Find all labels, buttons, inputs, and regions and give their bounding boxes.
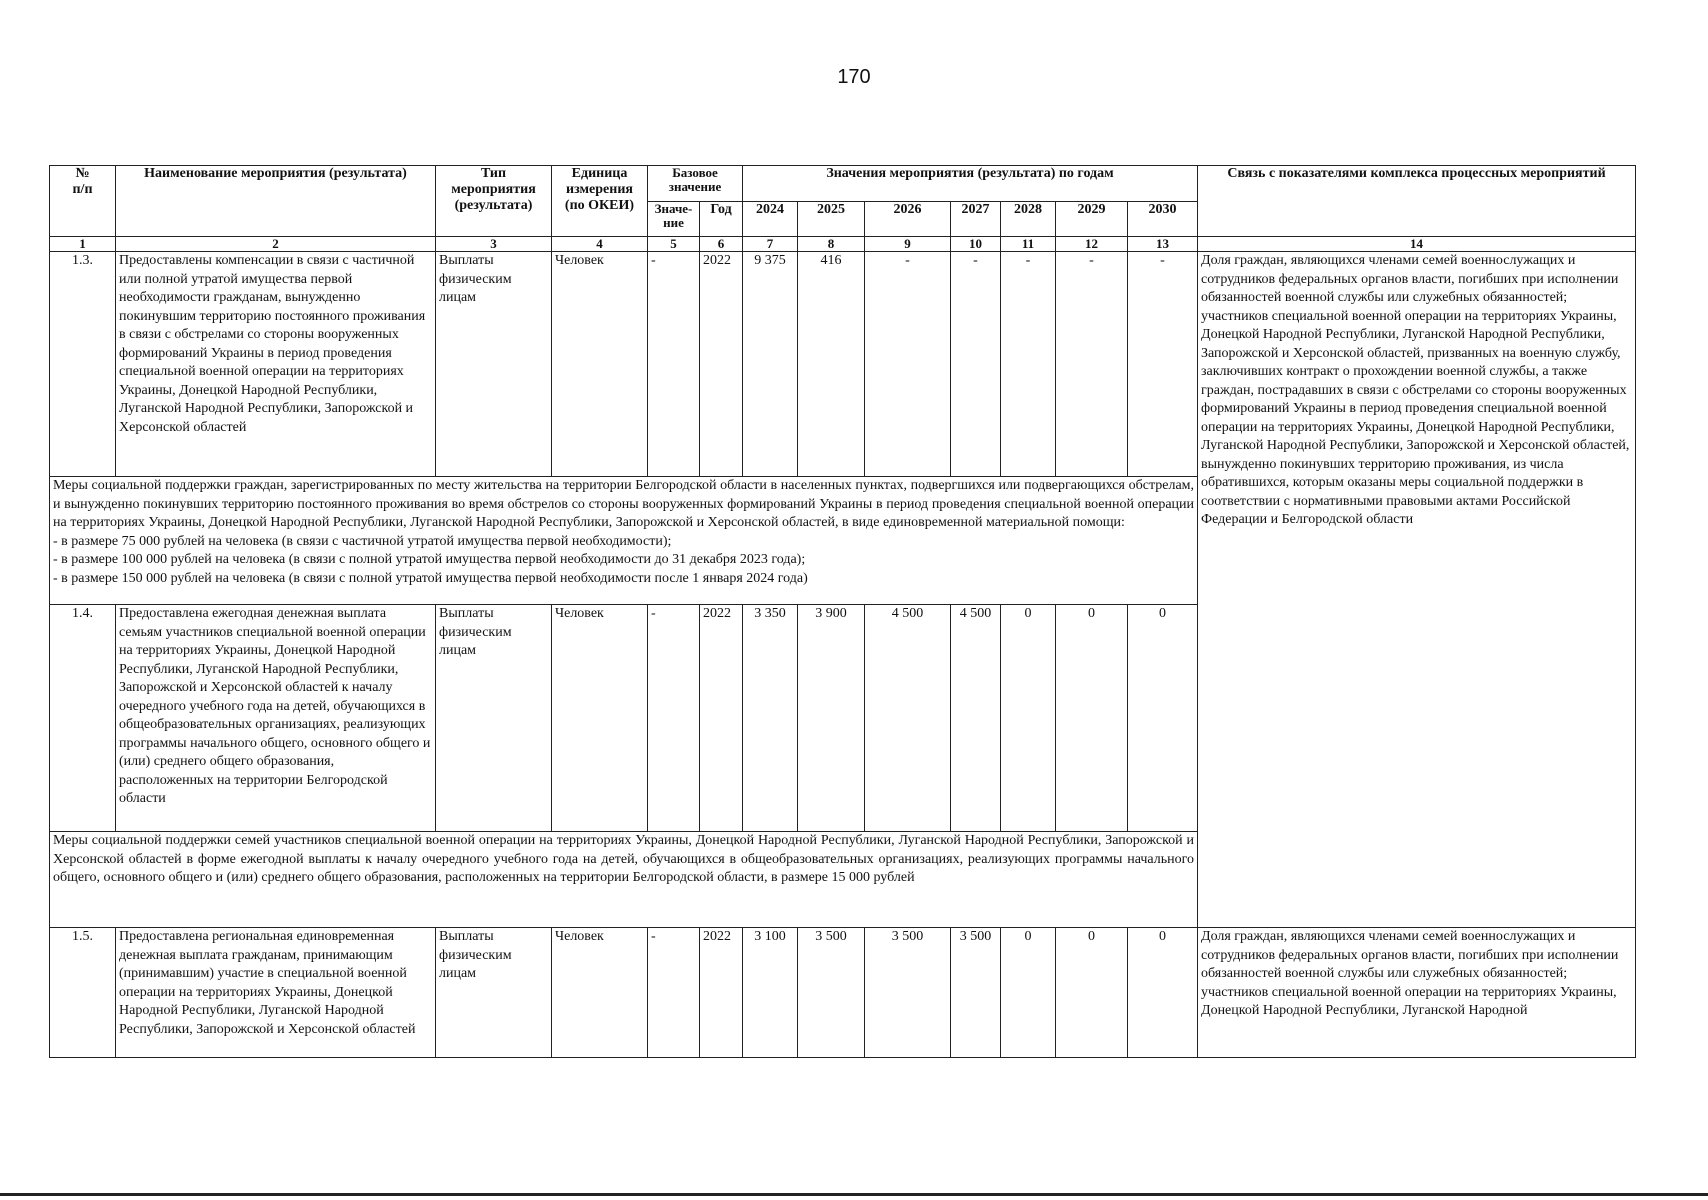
row-base-year: 2022	[700, 605, 743, 832]
row-value: 416	[798, 252, 865, 477]
row-value: 3 350	[743, 605, 798, 832]
row-value: 4 500	[951, 605, 1001, 832]
col-number: 14	[1198, 237, 1636, 252]
row-unit: Человек	[552, 928, 648, 1058]
row-base-value: -	[648, 928, 700, 1058]
row-value: 3 100	[743, 928, 798, 1058]
col-number: 11	[1001, 237, 1056, 252]
row-value: -	[951, 252, 1001, 477]
row-number: 1.4.	[50, 605, 116, 832]
row-value: -	[865, 252, 951, 477]
header-no: № п/п	[50, 166, 116, 237]
row-unit: Человек	[552, 252, 648, 477]
col-number: 1	[50, 237, 116, 252]
table-row	[50, 928, 1636, 1058]
col-number: 8	[798, 237, 865, 252]
col-number: 7	[743, 237, 798, 252]
row-value: 3 500	[798, 928, 865, 1058]
row-value: 4 500	[865, 605, 951, 832]
col-number: 13	[1128, 237, 1198, 252]
row-type: Выплаты физическим лицам	[436, 252, 552, 477]
row-value: 3 900	[798, 605, 865, 832]
col-number: 9	[865, 237, 951, 252]
header-year: 2024	[743, 202, 798, 237]
header-base: Базовое значение	[648, 166, 743, 202]
row-type: Выплаты физическим лицам	[436, 928, 552, 1058]
row-link: Доля граждан, являющихся членами семей военнослужащих и сотрудников федеральных органов власти, погибших при исполнении обязанностей военной службы или служебных обязанностей; участников специальной военной операции на территориях Украины, Донецкой Народной Республики, Луганской Народной Республики, Запорожской и Херсонской областей, призванных на военную службу, заключивших контракт о прохождении военной службы, а также граждан, пострадавших в связи с обстрелами со стороны вооруженных формирований Украины в период проведения специальной военной операции на территориях Украины, Донецкой Народной Республики, Луганской Народной Республики, Запорожской и Херсонской областей, вынужденно покинувших территорию проживания, из числа обратившихся, которым оказаны меры социальной поддержки в соответствии с нормативными правовыми актами Российской Федерации и Белгородской области	[1198, 252, 1636, 928]
row-name: Предоставлены компенсации в связи с частичной или полной утратой имущества первой необходимости гражданам, вынужденно покинувшим территорию постоянного проживания в связи с обстрелами со стороны вооруженных формирований Украины в период проведения специальной военной операции на территориях Украины, Донецкой Народной Республики, Луганской Народной Республики, Запорожской и Херсонской областей	[116, 252, 436, 477]
header-base-year: Год	[700, 202, 743, 237]
row-value: -	[1056, 252, 1128, 477]
row-value: 0	[1128, 605, 1198, 832]
row-name: Предоставлена региональная единовременная денежная выплата гражданам, принимающим (принимавшим) участие в специальной военной операции на территориях Украины, Донецкой Народной Республики, Луганской Народной Республики, Запорожской и Херсонской областей	[116, 928, 436, 1058]
row-value: 3 500	[951, 928, 1001, 1058]
col-number: 4	[552, 237, 648, 252]
header-type: Тип мероприятия (результата)	[436, 166, 552, 237]
row-base-year: 2022	[700, 252, 743, 477]
col-number: 6	[700, 237, 743, 252]
row-value: 9 375	[743, 252, 798, 477]
col-number: 5	[648, 237, 700, 252]
header-year: 2026	[865, 202, 951, 237]
header-year: 2025	[798, 202, 865, 237]
row-value: 3 500	[865, 928, 951, 1058]
row-number: 1.3.	[50, 252, 116, 477]
col-number: 3	[436, 237, 552, 252]
header-by-years: Значения мероприятия (результата) по годам	[743, 166, 1198, 202]
header-year: 2030	[1128, 202, 1198, 237]
row-type: Выплаты физическим лицам	[436, 605, 552, 832]
measures-table	[49, 165, 1636, 1058]
col-number: 10	[951, 237, 1001, 252]
note-text: Меры социальной поддержки граждан, зарегистрированных по месту жительства на территории Белгородской области в населенных пунктах, подвергшихся или подвергающихся обстрелам, и вынужденно покинувших территорию постоянного проживания во время обстрелов со стороны вооруженных формирований Украины в период проведения специальной военной операции на территориях Украины, Донецкой Народной Республики, Луганской Народной Республики, Запорожской и Херсонской областей, в виде единовременной материальной помощи:	[53, 478, 1195, 530]
row-note: Меры социальной поддержки семей участников специальной военной операции на территориях Украины, Донецкой Народной Республики, Луганской Народной Республики, Запорожской и Херсонской областей в форме ежегодной выплаты к началу очередного учебного года на детей, обучающихся в общеобразовательных организациях, реализующих программы начального общего, основного общего и (или) среднего общего образования, расположенных на территории Белгородской области, в размере 15 000 рублей	[50, 832, 1198, 928]
header-unit: Единица измерения (по ОКЕИ)	[552, 166, 648, 237]
row-value: 0	[1001, 928, 1056, 1058]
table-row	[50, 252, 1636, 477]
note-item: - в размере 75 000 рублей на человека (в связи с частичной утратой имущества первой необходимости);	[53, 533, 672, 549]
header-year: 2029	[1056, 202, 1128, 237]
row-value: -	[1001, 252, 1056, 477]
row-number: 1.5.	[50, 928, 116, 1058]
note-item: - в размере 150 000 рублей на человека (в связи с полной утратой имущества первой необходимости после 1 января 2024 года)	[53, 570, 808, 586]
row-base-value: -	[648, 605, 700, 832]
page-number: 170	[837, 66, 871, 88]
row-unit: Человек	[552, 605, 648, 832]
row-value: 0	[1128, 928, 1198, 1058]
header-name: Наименование мероприятия (результата)	[116, 166, 436, 237]
row-base-year: 2022	[700, 928, 743, 1058]
header-year: 2027	[951, 202, 1001, 237]
col-number: 2	[116, 237, 436, 252]
row-value: -	[1128, 252, 1198, 477]
row-note	[50, 477, 1198, 605]
page-bottom-rule	[0, 1193, 1708, 1196]
header-base-value: Значе- ние	[648, 202, 700, 237]
note-item: - в размере 100 000 рублей на человека (в связи с полной утратой имущества первой необходимости до 31 декабря 2023 года);	[53, 552, 806, 567]
header-year: 2028	[1001, 202, 1056, 237]
row-value: 0	[1056, 605, 1128, 832]
row-link: Доля граждан, являющихся членами семей военнослужащих и сотрудников федеральных органов власти, погибших при исполнении обязанностей военной службы или служебных обязанностей; участников специальной военной операции на территориях Украины, Донецкой Народной Республики, Луганской Народной	[1198, 928, 1636, 1058]
row-base-value: -	[648, 252, 700, 477]
row-value: 0	[1056, 928, 1128, 1058]
col-number: 12	[1056, 237, 1128, 252]
row-name: Предоставлена ежегодная денежная выплата семьям участников специальной военной операции на территориях Украины, Донецкой Народной Республики, Луганской Народной Республики, Запорожской и Херсонской областей к началу очередного учебного года на детей, обучающихся в общеобразовательных организациях, реализующих программы начального общего, основного общего и (или) среднего общего образования, расположенных на территории Белгородской области	[116, 605, 436, 832]
header-link: Связь с показателями комплекса процессных мероприятий	[1198, 166, 1636, 237]
row-value: 0	[1001, 605, 1056, 832]
